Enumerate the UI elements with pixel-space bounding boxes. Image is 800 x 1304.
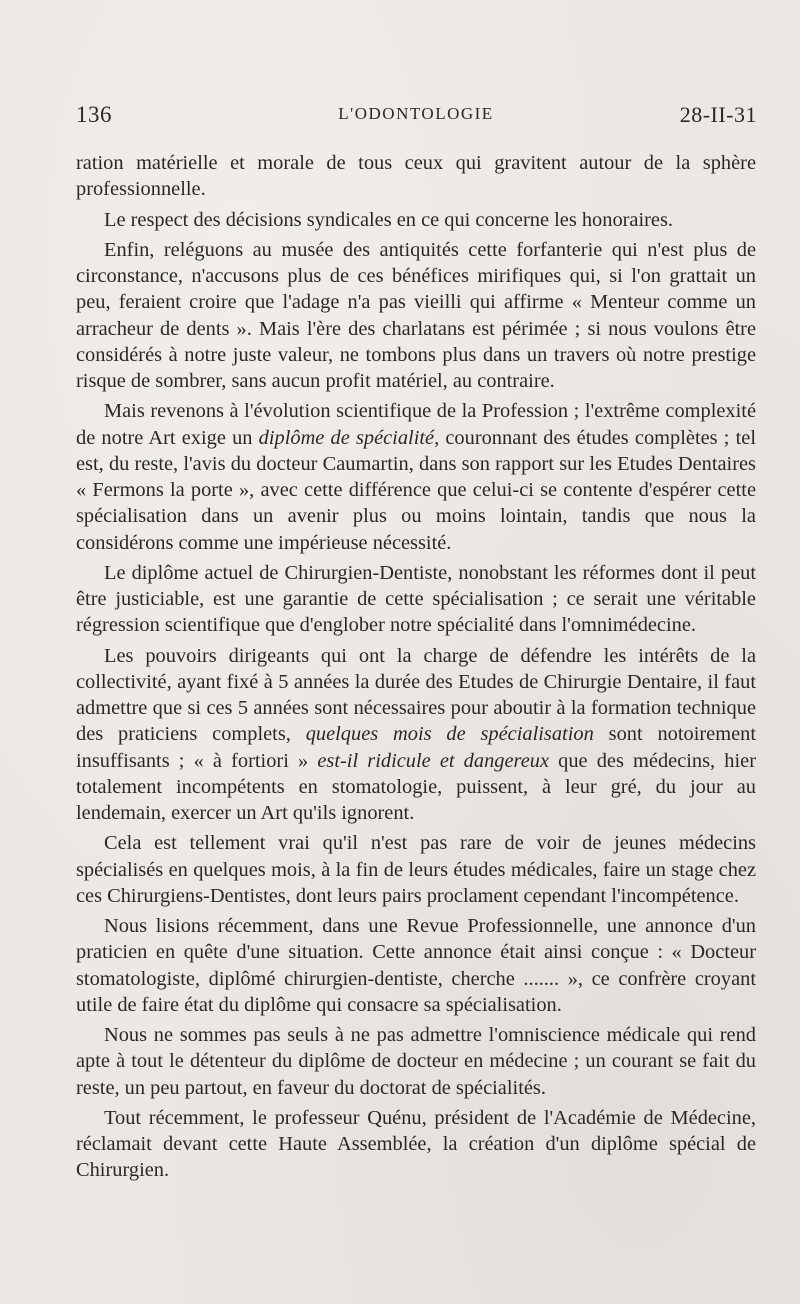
article-body [76,150,756,1188]
page-number: 136 [76,102,112,127]
paragraph [76,830,756,909]
italic-phrase: quelques mois de spécialisation [305,723,594,746]
paragraph [76,398,756,556]
text-run: Nous ne sommes pas seuls à ne pas admettre l'omniscience médicale qui rend apte à tout le détenteur du diplôme de docteur en médecine ; un courant se fait du reste, un peu partout, en faveur du doctorat de spécialités. [76,1024,756,1099]
text-run: sont notoirement insuffisants ; « à fortiori » [76,723,756,772]
text-run: que des médecins, hier totalement incompétents en stomatologie, puissent, à leur gré, du jour au lendemain, exercer un Art qu'ils ignorent. [76,749,756,824]
journal-title: L'ODONTOLOGIE [338,104,494,123]
text-run: Les pouvoirs dirigeants qui ont la charge de défendre les intérêts de la collectivité, ayant fixé à 5 années la durée des Etudes de Chirurgie Dentaire, il faut admettre que si ces 5 années sont nécessaires pour aboutir à la formation technique des praticiens complets, [76,644,756,746]
text-run: Cela est tellement vrai qu'il n'est pas rare de voir de jeunes médecins spécialisés en quelques mois, à la fin de leurs études médicales, faire un stage chez ces Chirurgiens-Dentistes, dont leurs pairs proclament cependant l'incompétence. [76,832,756,907]
paragraph [76,560,756,639]
paragraph [76,1105,756,1184]
text-run: Le diplôme actuel de Chirurgien-Dentiste, nonobstant les réformes dont il peut être justiciable, est une garantie de cette spécialisation ; ce serait une véritable régression scientifique que d'englober notre spécialité dans l'omnimédecine. [76,561,756,637]
text-run: ration matérielle et morale de tous ceux qui gravitent autour de la sphère professionnelle. [76,152,756,201]
paragraph [76,643,756,827]
paragraph [76,150,756,203]
text-run: Mais revenons à l'évolution scientifique de la Profession ; l'extrême complexité de notre Art exige un [76,400,756,449]
paragraph [76,207,756,233]
italic-phrase: est-il ridicule et dangereux [317,749,549,772]
paragraph [76,1022,756,1101]
text-run: Tout récemment, le professeur Quénu, président de l'Académie de Médecine, réclamait devant cette Haute Assemblée, la création d'un diplôme spécial de Chirurgien. [76,1106,756,1182]
text-run: Nous lisions récemment, dans une Revue Professionnelle, une annonce d'un praticien en quête d'une situation. Cette annonce était ainsi conçue : « Docteur stomatologiste, diplômé chirurgien-dentiste, cherche ....... », ce confrère croyant utile de faire état du diplôme qui consacre sa spécialisation. [76,915,756,1016]
text-run: Le respect des décisions syndicales en ce qui concerne les honoraires. [104,208,674,231]
running-head [76,98,756,132]
text-run: couronnant des études complètes ; tel est, du reste, l'avis du docteur Caumartin, dans son rapport sur les Etudes Dentaires « Fermons la porte », avec cette différence que celui-ci se contente d'espérer cette spécialisation dans un avenir plus ou moins lointain, tandis que nous la considérons comme une impérieuse nécessité. [76,426,757,554]
paragraph [76,913,756,1018]
italic-phrase: diplôme de spécialité, [258,426,440,449]
issue-date: 28-II-31 [679,102,757,127]
text-run: Enfin, reléguons au musée des antiquités cette forfanterie qui n'est plus de circonstance, n'accusons plus de ces bénéfices mirifiques qui, si l'on grattait un peu, feraient croire que l'adage n'a pas vieilli qui affirme « Menteur comme un arracheur de dents ». Mais l'ère des charlatans est périmée ; si nous voulons être considérés à notre juste valeur, ne tombons plus dans un travers où notre prestige risque de sombrer, sans aucun profit matériel, au contraire. [76,238,756,392]
paragraph [76,237,756,395]
